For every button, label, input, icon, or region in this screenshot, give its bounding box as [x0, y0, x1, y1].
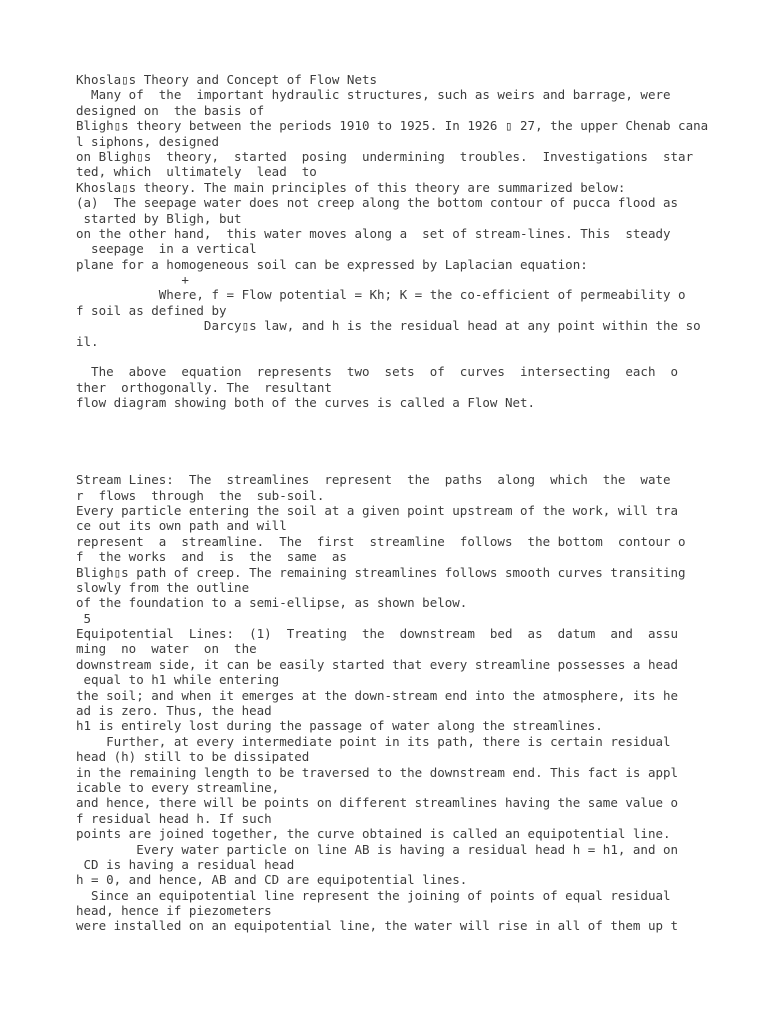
- text-line: equal to h1 while entering: [76, 672, 280, 688]
- text-line: Khosla▯s Theory and Concept of Flow Nets: [76, 72, 378, 87]
- blank-line: [76, 457, 756, 472]
- text-line: represent a streamline. The first streamline follows the bottom contour o: [76, 533, 686, 549]
- text-line: on the other hand, this water moves along a set of stream-lines. This steady: [76, 225, 671, 241]
- text-line: on Bligh▯s theory, started posing undermining troubles. Investigations star: [76, 148, 694, 164]
- text-line: ted, which ultimately lead to: [76, 164, 317, 180]
- text-line: Equipotential Lines: (1) Treating the downstream bed as datum and assu: [76, 626, 679, 642]
- blank-line: [76, 426, 756, 441]
- text-line: seepage in a vertical: [76, 241, 257, 257]
- text-line: the soil; and when it emerges at the down-stream end into the atmosphere, its he: [76, 687, 679, 703]
- text-line: 5: [76, 610, 92, 626]
- text-line: of the foundation to a semi-ellipse, as shown below.: [76, 595, 468, 611]
- text-line: Further, at every intermediate point in its path, there is certain residual: [76, 733, 671, 749]
- text-line: Every water particle on line AB is having a residual head h = h1, and on: [76, 841, 679, 857]
- text-line: Many of the important hydraulic structures, such as weirs and barrage, were: [76, 87, 671, 103]
- text-line: downstream side, it can be easily started that every streamline possesses a head: [76, 656, 679, 672]
- text-line: l siphons, designed: [76, 133, 219, 149]
- text-line: plane for a homogeneous soil can be expressed by Laplacian equation:: [76, 256, 588, 272]
- text-line: started by Bligh, but: [76, 210, 242, 226]
- text-line: head, hence if piezometers: [76, 903, 272, 919]
- blank-line: [76, 411, 756, 426]
- text-line: f soil as defined by: [76, 302, 227, 318]
- blank-line: [76, 349, 756, 364]
- text-line: head (h) still to be dissipated: [76, 749, 310, 765]
- text-line: Khosla▯s theory. The main principles of this theory are summarized below:: [76, 179, 626, 195]
- text-line: Every particle entering the soil at a given point upstream of the work, will tra: [76, 502, 679, 518]
- text-line: f the works and is the same as: [76, 549, 347, 565]
- text-line: +: [76, 272, 189, 288]
- text-line: slowly from the outline: [76, 579, 250, 595]
- text-line: points are joined together, the curve obtained is called an equipotential line.: [76, 826, 671, 842]
- text-line: f residual head h. If such: [76, 810, 272, 826]
- text-line: Stream Lines: The streamlines represent the paths along which the wate: [76, 472, 671, 488]
- text-line: ming no water on the: [76, 641, 257, 657]
- blank-line: [76, 441, 756, 456]
- text-line: flow diagram showing both of the curves is called a Flow Net.: [76, 395, 536, 411]
- text-line: Darcy▯s law, and h is the residual head at any point within the so: [76, 318, 701, 334]
- text-line: were installed on an equipotential line, the water will rise in all of them up t: [76, 918, 679, 934]
- text-line: and hence, there will be points on different streamlines having the same value o: [76, 795, 679, 811]
- text-line: ad is zero. Thus, the head: [76, 703, 272, 719]
- text-line: Bligh▯s theory between the periods 1910 to 1925. In 1926 ▯ 27, the upper Chenab cana: [76, 118, 709, 134]
- text-line: The above equation represents two sets of curves intersecting each o: [76, 364, 679, 380]
- text-line: designed on the basis of: [76, 102, 265, 118]
- text-line: h = 0, and hence, AB and CD are equipotential lines.: [76, 872, 468, 888]
- text-line: Since an equipotential line represent the joining of points of equal residual: [76, 887, 671, 903]
- text-line: icable to every streamline,: [76, 779, 280, 795]
- text-line: h1 is entirely lost during the passage of water along the streamlines.: [76, 718, 603, 734]
- text-line: Where, f = Flow potential = Kh; K = the co-efficient of permeability o: [76, 287, 686, 303]
- text-line: ther orthogonally. The resultant: [76, 379, 332, 395]
- text-line: ce out its own path and will: [76, 518, 287, 534]
- text-line: r flows through the sub-soil.: [76, 487, 325, 503]
- text-line: CD is having a residual head: [76, 856, 295, 872]
- text-line: in the remaining length to be traversed to the downstream end. This fact is appl: [76, 764, 679, 780]
- text-line: Bligh▯s path of creep. The remaining streamlines follows smooth curves transiting: [76, 564, 686, 580]
- text-line: il.: [76, 333, 99, 349]
- document-page: [76, 72, 756, 934]
- text-line: (a) The seepage water does not creep along the bottom contour of pucca flood as: [76, 195, 679, 211]
